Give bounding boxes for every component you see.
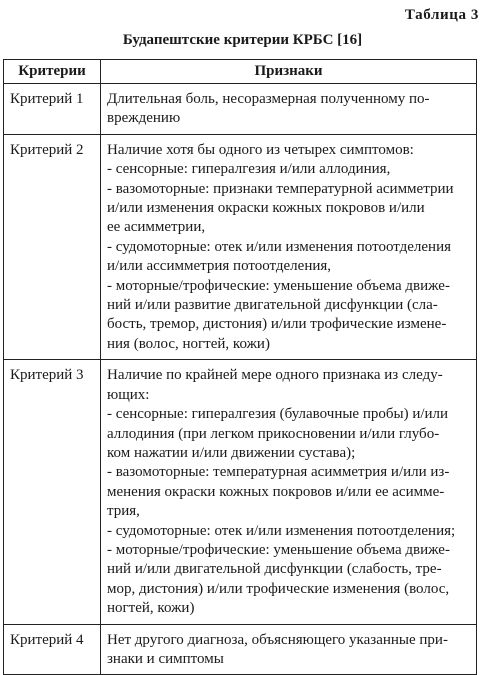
sign-line: аллодиния (при легком прикосновении и/или глубо- <box>107 425 440 442</box>
sign-line: - судомоторные: отек и/или изменения потоотделения <box>107 238 451 255</box>
sign-line: знаки и симптомы <box>107 650 224 667</box>
criterion-signs <box>101 360 477 624</box>
sign-line: вреждению <box>107 110 181 127</box>
column-header-signs: Признаки <box>101 60 477 84</box>
sign-line: ком нажатии и/или движении сустава); <box>107 444 356 461</box>
criterion-signs <box>101 134 477 359</box>
sign-line: - сенсорные: гипералгезия (булавочные пробы) и/или <box>107 406 449 423</box>
sign-line: Наличие по крайней мере одного признака из следу- <box>107 367 443 384</box>
sign-line: и/или ассимметрия потоотделения, <box>107 258 332 275</box>
criterion-name: Критерий 3 <box>4 360 101 624</box>
table-row <box>4 360 477 624</box>
criterion-name: Критерий 4 <box>4 624 101 675</box>
sign-line: - судомоторные: отек и/или изменения потоотделения; <box>107 522 456 539</box>
criterion-signs <box>101 84 477 135</box>
sign-line: - вазомоторные: признаки температурной асимметрии <box>107 180 454 197</box>
criterion-name: Критерий 2 <box>4 134 101 359</box>
sign-line: мор, дистония) и/или трофические изменения (волос, <box>107 580 450 597</box>
table-row <box>4 624 477 675</box>
table-header-row <box>4 60 477 84</box>
table-title: Будапештские критерии КРБС [16] <box>122 32 363 48</box>
sign-line: бость, тремор, дистония) и/или трофические измене- <box>107 316 447 333</box>
criteria-table <box>3 59 477 675</box>
sign-line: ее асимметрии, <box>107 219 206 236</box>
sign-line: ний и/или развитие двигательной дисфункции (сла- <box>107 297 438 314</box>
table-row <box>4 84 477 135</box>
sign-line: - моторные/трофические: уменьшение объема движе- <box>107 541 450 558</box>
sign-line: Наличие хотя бы одного из четырех симптомов: <box>107 141 414 158</box>
sign-line: Нет другого диагноза, объясняющего указанные при- <box>107 631 448 648</box>
criterion-name: Критерий 1 <box>4 84 101 135</box>
sign-line: - вазомоторные: температурная асимметрия и/или из- <box>107 464 450 481</box>
column-header-criteria: Критерии <box>4 60 101 84</box>
table-number: Таблица 3 <box>404 7 479 23</box>
sign-line: и/или изменения окраски кожных покровов и/или <box>107 200 425 217</box>
table-row <box>4 134 477 359</box>
sign-line: - моторные/трофические: уменьшение объема движе- <box>107 277 450 294</box>
sign-line: ногтей, кожи) <box>107 600 195 617</box>
sign-line: - сенсорные: гипералгезия и/или аллодиния, <box>107 161 391 178</box>
sign-line: ний и/или двигательной дисфункции (слабость, тре- <box>107 561 442 578</box>
criterion-signs <box>101 624 477 675</box>
sign-line: ния (волос, ногтей, кожи) <box>107 335 270 352</box>
sign-line: ющих: <box>107 386 150 403</box>
sign-line: Длительная боль, несоразмерная полученному по- <box>107 91 430 107</box>
sign-line: трия, <box>107 503 140 520</box>
sign-line: менения окраски кожных покровов и/или ее асимме- <box>107 483 445 500</box>
